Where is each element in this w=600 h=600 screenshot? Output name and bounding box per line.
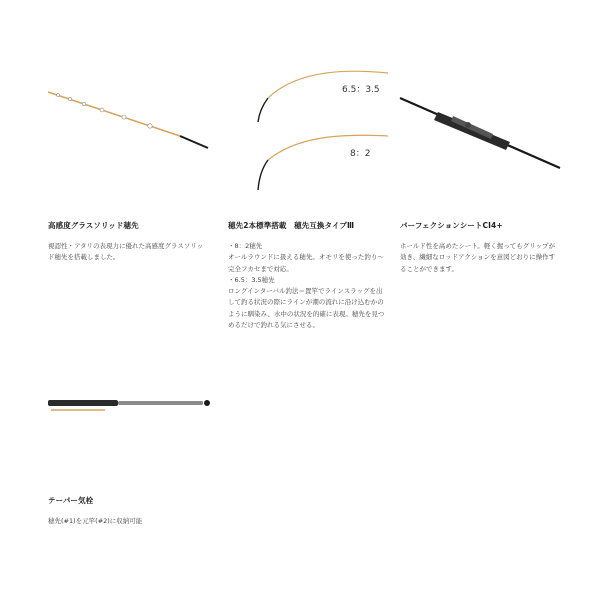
ratio-label-top: 6.5：3.5: [342, 85, 380, 95]
feature-title-reel-seat: パーフェクションシートCI4+: [400, 221, 503, 230]
feature-body-two-tips: ・8：2穂先 オールラウンドに扱える穂先。オモリを使った釣り～完全フカセまで対応。 ・6.5：3.5穂先 ロングインターバル釣法＝置竿でラインスラッグを出して釣る状況の際にラインが潮の流れに沿け込むかのように馴染み、水中の状況を的確に表現。穂先を見つめるだけで釣れる気にさせる。: [228, 242, 385, 330]
reel-seat-image: [398, 92, 563, 172]
ratio-label-bottom: 8：2: [350, 149, 371, 159]
feature-title-two-tips: 穂先2本標準搭載 穂先互換タイプⅢ: [228, 221, 355, 230]
feature-body-reel-seat: ホールド性を高めたシート。軽く握ってもグリップが効き、繊細なロッドアクションを意図どおりに操作することができます。: [400, 242, 556, 273]
feature-body-glass-tip: 視認性・アタリの表現力に優れた高感度グラスソリッド穂先を搭載しました。: [48, 242, 204, 262]
feature-title-taper-joint: テーパー気栓: [48, 496, 94, 505]
feature-body-taper-joint: 穂先(#1)を元竿(#2)に収納可能: [48, 517, 143, 525]
feature-title-glass-tip: 高感度グラスソリッド穂先: [48, 221, 139, 230]
glass-solid-tip-image: [40, 70, 210, 170]
taper-joint-image: [45, 392, 215, 422]
tip-bend-image: [240, 60, 390, 195]
